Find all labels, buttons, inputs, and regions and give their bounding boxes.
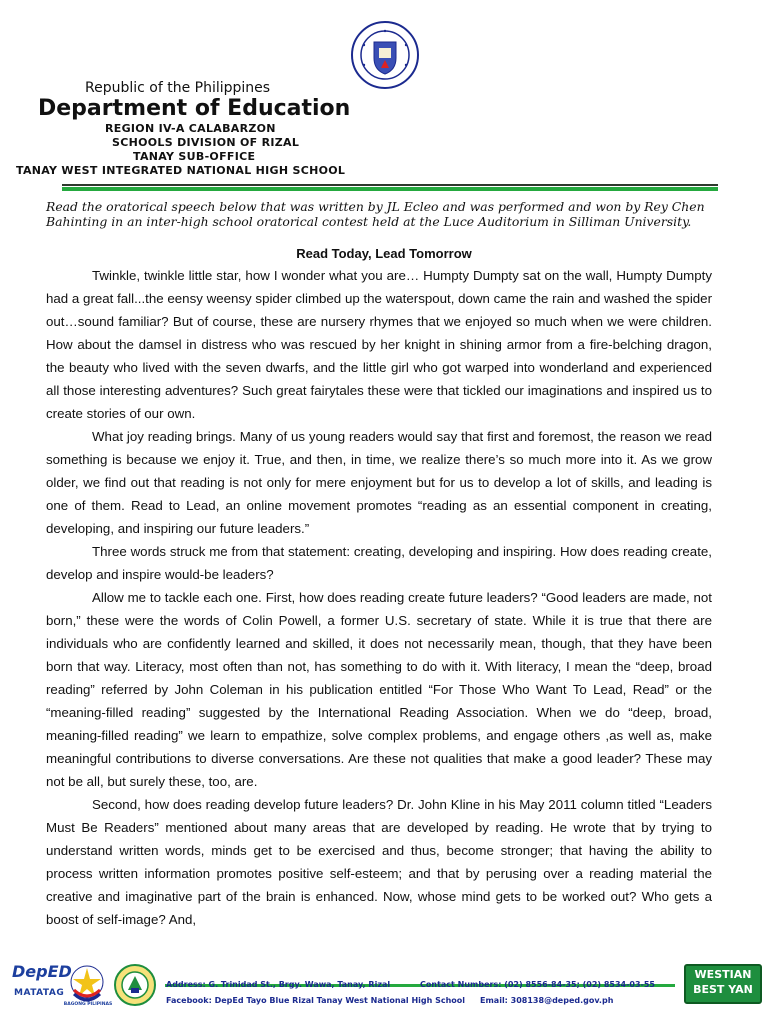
paragraph: Allow me to tackle each one. First, how does reading create future leaders? “Good leaders are made, not born,” these were the words of Colin Powell, a former U.S. secretary of state. While it is true that there are individuals who are confidently learned and skilled, it does not necessarily mean, though, that they have been born that way. Literacy, most often than not, has something to do with it. With literacy, I mean the “deep, broad reading” referred by John Coleman in his publication entitled “For Those Who Want To Lead, Read” or the “meaning-filled reading” suggested by the International Reading Association. When we do “deep, broad, meaning-filled reading” we learn to empathize, solve complex problems, and engage others ,as well as, make meaningful contributions to diverse conversations. Are these not qualities that make a good leader? These may not be all, but surely these, too, are. [46, 590, 712, 789]
footer-address: Address: G. Trinidad St., Brgy. Wawa, Tanay, Rizal [166, 980, 391, 989]
deped-logo-text: DepED [12, 962, 72, 981]
division-line: SCHOOLS DIVISION OF RIZAL [112, 136, 300, 149]
header-divider [62, 184, 718, 186]
paragraph: Twinkle, twinkle little star, how I wonder what you are… Humpty Dumpty sat on the wall, Humpty Dumpty had a great fall...the eensy weensy spider climbed up the waterspout, down came the rain and washed the spider out…sound familiar? But of course, these are nursery rhymes that we enjoyed so much when we were children. How about the damsel in distress who was rescued by her knight in shining armor from a fire-belching dragon, the beauty who lived with the seven dwarfs, and the little girl who got warped into wonderland and experienced all those interesting adventures? Such great fairytales these were that tickled our imaginations and inspired us to create stories of our own. [46, 268, 712, 421]
footer-email: Email: 308138@deped.gov.ph [480, 996, 614, 1005]
department-title: Department of Education [38, 96, 351, 121]
speech-body [46, 264, 712, 931]
school-line: TANAY WEST INTEGRATED NATIONAL HIGH SCHOOL [16, 164, 346, 177]
paragraph: What joy reading brings. Many of us young readers would say that first and foremost, the reason we read something is because we enjoy it. True, and then, in time, we realize there’s so much more into it. As we grow older, we find out that reading is not only for mere enjoyment but for us to develop a lot of skills, and leading is one of them. Read to Lead, an online movement promotes “reading as an essential component in creating, developing, and inspiring our future leaders.” [46, 429, 712, 536]
footer [0, 958, 768, 1024]
footer-contact: Contact Numbers: (02) 8556-84-35; (02) 8534-03-55 [420, 980, 655, 989]
westian-best-yan-badge [684, 964, 762, 1004]
bagong-pilipinas-label: BAGONG PILIPINAS [63, 1002, 113, 1007]
header-divider-accent [62, 187, 718, 191]
school-seal-icon [114, 964, 156, 1006]
region-line: REGION IV-A CALABARZON [105, 122, 276, 135]
deped-seal-icon [350, 20, 420, 90]
paragraph: Second, how does reading develop future leaders? Dr. John Kline in his May 2011 column titled “Leaders Must Be Readers” mentioned about many areas that are developed by reading. He wrote that by trying to understand written words, minds get to be exercised and thus, become stronger; that having the ability to process written information promotes positive self-esteem; and that by perusing over a reading material the creative and imaginative part of the brain is enhanced. Now, whose mind gets to be worked out? Who gets a boost of self-image? And, [46, 797, 712, 927]
intro-note: Read the oratorical speech below that was written by JL Ecleo and was performed and won by Rey Chen Bahinting in an inter-high school oratorical contest held at the Luce Auditorium in Silliman University. [46, 199, 705, 229]
paragraph: Three words struck me from that statement: creating, developing and inspiring. How does reading create, develop and inspire would-be leaders? [46, 544, 712, 582]
republic-line: Republic of the Philippines [85, 80, 271, 96]
suboffice-line: TANAY SUB-OFFICE [133, 150, 256, 163]
speech-title: Read Today, Lead Tomorrow [296, 246, 472, 261]
best-yan-label: BEST YAN [693, 983, 753, 996]
matatag-logo-text: MATATAG [14, 988, 65, 998]
westian-label: WESTIAN [694, 968, 752, 981]
footer-facebook: Facebook: DepEd Tayo Blue Rizal Tanay West National High School [166, 996, 466, 1005]
